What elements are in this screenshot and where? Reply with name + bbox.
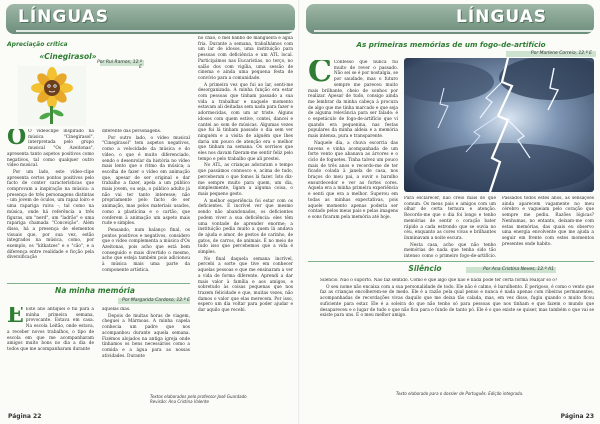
left-page-number: Página 22: [8, 413, 42, 420]
article-title-cinegirasol: «Cinegirasol»: [39, 52, 97, 61]
fogo-paragraph-1: [308, 60, 398, 140]
left-header-title: LÍNGUAS: [18, 7, 110, 27]
left-page-header: [6, 4, 295, 34]
silencio-body: [320, 278, 594, 386]
fogo-column-2: [404, 196, 496, 258]
byline-marlene: Por Marlene Correia, 12.º E: [530, 51, 592, 56]
article1-column-2: [102, 129, 190, 279]
right-page: [300, 0, 600, 424]
article2-column-2: [102, 307, 190, 387]
dropcap: O: [7, 129, 27, 150]
section-tag: Apreciação crítica: [7, 41, 68, 48]
right-page-number: Página 23: [560, 413, 594, 420]
cinegirasol-illustration: [18, 66, 86, 126]
article2-paragraph-1: [7, 307, 94, 353]
silencio-paragraph-2: O seu nome não encaixa com a sua personalidade de todo. Ele não é calmo, é barulhento. É perigoso, é como o vento que faz as crianças encolherem-se de medo. Ele é a razão pela qual penso e nunca é nada apenas com ribeiras permanentes, acompanhadas de recordações vivas daquilo que me deixa tão calada, mas, em vez disso, fugiu quando o muito ficou suficiente para estar. Ele é a soleira do que não tenho só para pessoas que nos tinham e que fazem o mundo que desapareceu e o lugar de tudo o que não fica para o fundo de tanto pó. Ele é o que existe se quiser, mas também o que vai se existe para uns. É o meu melhor amigo.: [320, 284, 594, 319]
right-page-header: [306, 4, 594, 34]
section-divider: [7, 283, 190, 284]
article2-column-1: [7, 307, 94, 387]
lightning-storm-icon: [404, 58, 594, 192]
silencio-paragraph-1: Silêncio. Não o suporto. Não faz sentido. Como é que algo que não é nada pode ter certa forma realçar só o?: [320, 278, 558, 283]
article2-p1-text: Este ano antiquei e fui para a minha primeira semana, provocante. Estava em casa. Na escola Leitão, onde estava, a receber novos trabalhos, o tipo de escola em que me acompanharam amigos muito bons no dia a dia de todos que me acompanharam durante: [7, 307, 94, 352]
article-title-silencio: Silêncio: [408, 264, 442, 273]
fogo-paragraph-4: Nesta casa, acho que não tenho memórias de nada que tenha sido tão intenso como o primeiro fogo-de-artifício.: [404, 242, 496, 258]
article1-column-1: [7, 129, 94, 279]
article1-paragraph-2: Por um lado, este vídeo-clipe apresenta certos pontos positivos pelo facto de conter características que comprovam a inspiração na música: a presença de três personagens distintas - um jovem de óculos, um rapaz loiro e uma rapariga ruiva -, tal como na música, onde há referência a três figuras, um "nerd", um "ladrão" e uma rapariga chamada "Conceição". Além disso, há a presença de elementos visuais que, por sua vez, estão integrados na música, como, por exemplo, os "kitkatzes" e o "cão", e a diferença entre realidade e ficção pela diversificação: [7, 169, 94, 261]
article2-paragraph-3: Depois de muitas horas de viagem, cheguei a Mármoas. A minha capela conhecia um padre que nos acompanhou durante aquela semana. Fizémos alojados na antiga igreja onde tínhamos os bens necessários como a comida e a água para as nossas atividades. Durante: [102, 313, 190, 359]
section-divider-right: [308, 261, 594, 262]
header-rule-right: [314, 30, 594, 32]
right-footer-note: Texto elaborado para o dossier de Português. Edição integrada.: [396, 391, 524, 396]
photo-illustration-icon: [18, 66, 86, 126]
article1-p1-text: O videoclipe inspirado na música "Cinegirasol", interpretada pelo grupo musical "Os Azeitonas", apresenta tanto aspetos positivos como negativos, tal como qualquer outro vídeo musical.: [7, 129, 94, 169]
dropcap-2: E: [7, 307, 24, 328]
byline-rui-ramos: Por Rui Ramos, 12.º E: [97, 60, 142, 70]
byline-margarida: Por Margarida Cardoso, 12.º E: [122, 298, 190, 303]
left-footer-note: Textos elaborados pelo professor José Guardado Revisão: Ana Cristina Valente: [150, 394, 247, 404]
article1-paragraph-1: [7, 129, 94, 169]
col3-paragraph-1: no chão, o mel banho de mangueira e água fria. Durante a semana, trabalhámos com um lar de idosos, uma instituição para pessoas com deficiência e um ATL local. Participámos nas Eucaristias, no terço, no salão dos com vigília, uma sessão de cinema e ainda uma pequena festa de convívio para a comunidade.: [198, 36, 293, 81]
article1-paragraph-5: Pensando, num balanço final, os pontos positivos e negativos, considero que o vídeo complementa a música d'Os Azeitonas, pois acho que está bem conseguido e mais divertido o mesmo, acho que esteja também pois adicionou à música mais uma parte da componente artística.: [102, 227, 190, 273]
right-header-title: LÍNGUAS: [456, 7, 548, 27]
col3-paragraph-3: No ATL, as crianças adoraram o tempo que passámos connosco e, acima de tudo, perceberam o que fomos lá fazer. Isto diz-me sempre muito para quem, um dia, simplesmente, ligam a alguma coisa, o mais pequeno gesto.: [198, 163, 293, 197]
article-title-memoria: Na minha memória: [55, 286, 135, 295]
lightning-storm-image: [404, 58, 594, 192]
fogo-paragraph-2: Naquele dia, a chuva escorria das nuvens e vinha acompanhada de um forte vento que abanava as árvores e o ciclo de foguetes. Tinha talvez um pouco mais de três anos e recordo-me de ter ficado colada à janela de casa, nos braços do meu pai, a ouvir o barulho ensurdecedor e ver as fortes cores. Aquela era a minha primeira experiência e senti que era a melhor. Superou em todas as minhas expectativas, pois aquele momento apenas poderia ser contado pelos meus pais e pelas imagens e sons ficaram pela memória até hoje.: [308, 140, 398, 220]
fogo-paragraph-5: Passados todos estes anos, as sensações ainda aparecem vagamente no meu cérebro e vagueiam pelo coração que sempre me pediu. Razões lógicas? Nenhumas, no entanto, deixam-me com estas memórias, das quais eu observo uma energia envolvente que me ajuda a seguir em frente com estes momentos presentes onde habito.: [502, 196, 594, 247]
fogo-paragraph-3: Para esclarecer, não creio mais do que comum. Os meus pais e amigos com um olhar de certa ternura e atenção. Recordo-me que o dia foi longo e tenho memórias de sentir o coração bater rápido a cada estrondo que se ouvia no céu, enquanto as cores vivas e brilhantes iluminavam a noite escura.: [404, 196, 496, 241]
col3-paragraph-5: No final daquela semana incrível, percebi a sorte que tive em conhecer aquelas pessoas e que me ensinaram a ver a vida de forma diferente. Aprendi a dar mais valor à família e aos amigos, e sobretudo às coisas pequenas que nos trazem felicidade e que, muitas vezes, não damos o valor que elas merecem. Por isso, espero um dia voltar para poder ajudar e dar aquilo que recebi.: [198, 256, 293, 314]
article2-paragraph-2: aquelas dias.: [102, 307, 131, 312]
col3-paragraph-2: A primeira vez que fui ao lar, senti-me desorganizada. A minha função era estar com pessoas que tinham passado a sua vida a trabalhar e naquele momento estavam ali deitadas sem nada para fazer e adormecidas, com um ar triste. Alguns idosos com quem estive, contei, dancei e cantei ao som de músicas. Algumas vezes que fui lá tinham passado o dia sem ver ninguém e a visita de alguém que lhes daria um pouco de atenção era o melhor que tinham na semana. Os sorrisos que eles nos davam fizeram-me sentir feliz pelo tempo e pelo trabalho que ali prestei.: [198, 82, 293, 162]
article1-paragraph-3: diferente das personagens.: [102, 129, 162, 134]
fogo-p1-text: Confesso que nunca fui muito de rever o passado. Não sei se é por nostalgia, se por saudade, mas o futuro sempre me pareceu muito mais brilhante, cheio de sonhos por realizar. Apesar de tudo, consigo ainda me lembrar da minha cabeça à procura de algo que me tinha marcado e que seja de alguma relevância para ser falado: é o espetáculo de fogo-de-artifício que vi quando era pequenina, nas festas populares da minha aldeia e a memória mais intensa, pura e transparente.: [308, 60, 398, 140]
header-rule: [16, 30, 296, 32]
article-title-fogo: As primeiras memórias de um fogo-de-artifício: [356, 40, 546, 49]
fogo-column-1: [308, 60, 398, 256]
article1-paragraph-4: Por outro lado, o vídeo musical "Cinegirasol" tem aspetos negativos, como a velocidade da música e do vídeo, o que é muito diferenciado, sendo o desenrolar da história no vídeo mais lento que o ritmo da música; a escolha de fazer o vídeo em animação que, apesar de ser original e dar trabalho a fazer, apela a um público mais jovem, ou seja, o público adulto já não vai ter tanto interesse; não propriamente pelo facto de ser animação, mas pelos materiais usados, como a plasticina e o cartão, que conferem à animação um aspeto mais rude e simples.: [102, 135, 190, 227]
col3-paragraph-4: A melhor experiência foi estar com os deficientes. É incrível ver que mesmo sendo não abandonados, os deficientes podem viver a sua deficiência: eles têm uma vontade de aprender enorme; a instituição pedia muito a quem lá andava de ajuda e amor, de gestos de carinho, de gatos, de carros, de animais. É no meio de tudo isso que percebemos que a vida é simples.: [198, 198, 293, 256]
article3-column-3: [198, 36, 293, 391]
fogo-column-3: [502, 196, 594, 258]
byline-ana-cristina: Por Ana Cristina Neves, 12.º A1: [483, 267, 554, 272]
dropcap-3: C: [308, 60, 332, 89]
